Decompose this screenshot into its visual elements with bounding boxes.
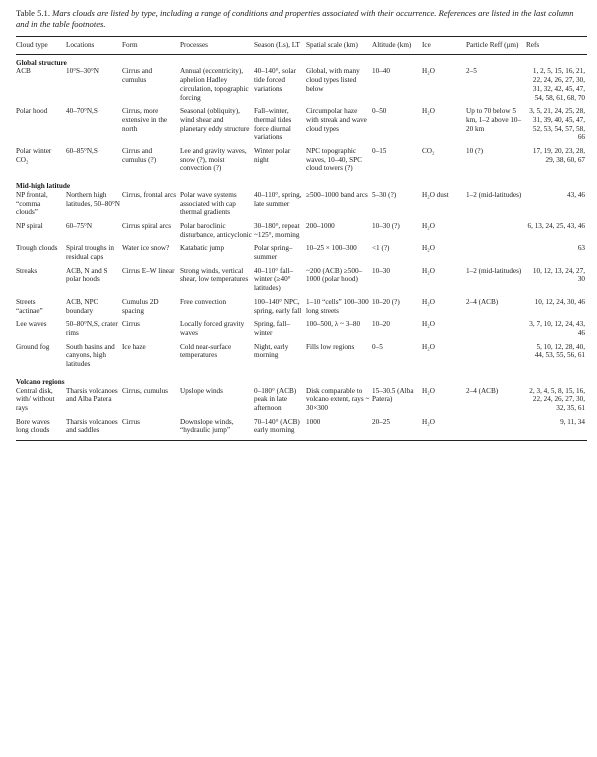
cell-particle-reff: [466, 418, 526, 441]
table-row: [16, 387, 587, 418]
cell-season: Fall–winter, thermal tides force diurnal variations: [254, 107, 292, 142]
cell-cloud-type: Lee waves: [16, 320, 47, 329]
cell-form: Cirrus spiral arcs: [122, 221, 172, 230]
cell-processes: Cold near-surface temperatures: [180, 342, 232, 360]
cell-ice: H₂O: [422, 244, 435, 253]
cell-ice: H₂O: [422, 297, 435, 306]
cell-processes: Upslope winds: [180, 386, 223, 395]
cell-refs: 17, 19, 20, 23, 28, 29, 38, 60, 67: [532, 147, 585, 164]
table-caption: [16, 8, 587, 30]
section-title: Global structure: [16, 58, 67, 67]
cell-locations: Spiral troughs in residual caps: [66, 244, 114, 262]
cell-form: Cirrus, more extensive in the north: [122, 107, 168, 133]
cell-altitude: 20–25: [372, 418, 422, 441]
cell-refs: 2, 3, 4, 5, 8, 15, 16, 22, 24, 26, 27, 30, 32, 35, 61: [529, 386, 585, 412]
cell-season: 70–140° (ACB) early morning: [254, 418, 306, 441]
table-row: [16, 67, 587, 107]
section-row: [16, 54, 587, 67]
cell-ice: H₂O: [422, 320, 435, 329]
cell-processes: Downslope winds, “hydraulic jump”: [180, 418, 254, 441]
cell-ice: H₂O: [422, 342, 435, 351]
cell-altitude: 10–30 (?): [372, 221, 400, 230]
cell-particle-reff: 2–5: [466, 67, 477, 76]
cell-locations: South basins and canyons, high latitudes: [66, 342, 115, 369]
cell-refs: 5, 10, 12, 28, 40, 44, 53, 55, 56, 61: [534, 342, 585, 360]
cell-altitude: 0–50: [372, 107, 387, 116]
cell-locations: ACB, NPC boundary: [66, 297, 99, 315]
cell-processes: Free convection: [180, 297, 227, 306]
cell-locations: ACB, N and S polar hoods: [66, 266, 108, 284]
clouds-table: [16, 36, 587, 441]
cell-cloud-type: NP frontal, “comma clouds”: [16, 190, 48, 217]
cell-spatial-scale: Fills low regions: [306, 342, 355, 351]
table-row: [16, 320, 587, 342]
cell-spatial-scale: Disk comparable to volcano extent, rays ~ 30×300: [306, 386, 370, 412]
cell-particle-reff: 1–2 (mid-latitudes): [466, 190, 522, 199]
section-row: [16, 178, 587, 191]
cell-ice: H₂O: [422, 266, 435, 275]
cell-particle-reff: Up to 70 below 5 km, 1–2 above 10–20 km: [466, 107, 522, 133]
cell-season: Night, early morning: [254, 342, 289, 360]
cell-season: 40–110°, spring, late summer: [254, 190, 302, 208]
table-body: [16, 54, 587, 440]
cell-refs: 1, 2, 5, 15, 16, 21, 22, 24, 26, 27, 30, 31, 32, 42, 45, 47, 54, 58, 61, 68, 70: [532, 67, 585, 102]
cell-processes: Katabatic jump: [180, 244, 225, 253]
cell-locations: Tharsis volcanoes and saddles: [66, 418, 122, 441]
cell-locations: 50–80°N,S, crater rims: [66, 320, 118, 337]
cell-form: Cirrus E–W linear: [122, 266, 175, 275]
cell-cloud-type: Streets “actinae”: [16, 297, 43, 315]
cell-form: Cirrus and cumulus (?): [122, 147, 157, 164]
table-row: [16, 343, 587, 374]
cell-cloud-type: ACB: [16, 67, 31, 76]
cell-form: Water ice snow?: [122, 244, 170, 253]
cell-locations: 60–85°N,S: [66, 147, 98, 156]
cell-season: 40–140°, solar tide forced variations: [254, 67, 297, 93]
cell-particle-reff: [466, 343, 526, 374]
cell-cloud-type: NP spiral: [16, 221, 43, 230]
cell-season: Polar spring–summer: [254, 244, 293, 262]
table-row: [16, 191, 587, 222]
cell-form: Cirrus: [122, 320, 140, 329]
section-title: Mid-high latitude: [16, 182, 71, 191]
table-row: [16, 222, 587, 244]
cell-ice: H₂O: [422, 107, 435, 116]
cell-season: 30–180°, repeat ~125°, morning: [254, 221, 300, 239]
cell-cloud-type: Polar winter CO₂: [16, 147, 52, 164]
cell-processes: Seasonal (obliquity), wind shear and planetary eddy structure: [180, 107, 250, 133]
header-spatial-scale: Spatial scale (km): [306, 37, 372, 55]
cell-spatial-scale: 100–500, λ ~ 3–80: [306, 320, 361, 329]
table-row: [16, 418, 587, 441]
cell-form: Cirrus, cumulus: [122, 386, 168, 395]
cell-cloud-type: Trough clouds: [16, 244, 58, 253]
cell-cloud-type: Central disk, with/ without rays: [16, 386, 55, 412]
cell-processes: Strong winds, vertical shear, low temperatures: [180, 266, 249, 284]
cell-season: Winter polar night: [254, 147, 291, 164]
cell-locations: 40–70°N,S: [66, 107, 98, 116]
cell-spatial-scale: NPC topographic waves, 10–40, SPC cloud towers (?): [306, 147, 362, 173]
cell-altitude: 0–5: [372, 342, 383, 351]
cell-ice: H₂O: [422, 221, 435, 230]
cell-form: Cirrus: [122, 418, 180, 441]
cell-altitude: 10–20: [372, 320, 390, 329]
cell-spatial-scale: Global, with many cloud types listed below: [306, 67, 360, 93]
cell-spatial-scale: 1000: [306, 418, 372, 441]
cell-altitude: 0–15: [372, 147, 387, 156]
cell-cloud-type: Ground fog: [16, 342, 50, 351]
header-cloud-type: Cloud type: [16, 37, 66, 55]
cell-ice: H₂O: [422, 386, 435, 395]
cell-altitude: 10–40: [372, 67, 390, 76]
cell-ice: H₂O: [422, 67, 435, 76]
header-altitude: Altitude (km): [372, 37, 422, 55]
table-row: [16, 107, 587, 147]
caption-label: Table 5.1.: [16, 8, 51, 18]
header-processes: Processes: [180, 37, 254, 55]
cell-altitude: 5–30 (?): [372, 190, 397, 199]
cell-season: Spring, fall–winter: [254, 320, 290, 337]
cell-locations: 10°S–30°N: [66, 67, 99, 76]
cell-altitude: <1 (?): [372, 244, 390, 253]
cell-spatial-scale: 200–1000: [306, 221, 335, 230]
cell-processes: Polar wave systems associated with cap thermal gradients: [180, 190, 237, 217]
cell-refs: 3, 7, 10, 12, 24, 43, 46: [529, 320, 585, 337]
cell-particle-reff: [466, 320, 526, 342]
table-row: [16, 267, 587, 298]
cell-processes: Polar baroclinic disturbance, anticyclonic: [180, 221, 252, 239]
cell-form: Cirrus and cumulus: [122, 67, 153, 85]
cell-altitude: 10–20 (?): [372, 297, 400, 306]
cell-cloud-type: Streaks: [16, 266, 38, 275]
cell-cloud-type: Polar hood: [16, 107, 48, 116]
header-ice: Ice: [422, 37, 466, 55]
cell-particle-reff: 1–2 (mid-latitudes): [466, 266, 522, 275]
table-row: [16, 244, 587, 266]
cell-spatial-scale: Circumpolar haze with streak and wave cloud types: [306, 107, 367, 133]
caption-text: Mars clouds are listed by type, including a range of conditions and properties associated with their occurrence. References are listed in the last column and in the table footnotes.: [16, 8, 574, 29]
cell-processes: Lee and gravity waves, snow (?), moist convection (?): [180, 147, 247, 173]
cell-spatial-scale: ≥500–1000 band arcs: [306, 190, 368, 199]
cell-locations: 60–75°N: [66, 221, 93, 230]
cell-refs: 10, 12, 24, 30, 46: [534, 297, 585, 306]
cell-locations: Tharsis volcanoes and Alba Patera: [66, 386, 118, 404]
cell-processes: Annual (eccentricity), aphelion Hadley circulation, topographic forcing: [180, 67, 249, 102]
cell-particle-reff: 2–4 (ACB): [466, 386, 499, 395]
cell-cloud-type: Bore waves long clouds: [16, 418, 66, 441]
cell-locations: Northern high latitudes, 50–80°N: [66, 190, 120, 208]
section-row: [16, 374, 587, 387]
header-season: Season (Ls), LT: [254, 37, 306, 55]
cell-spatial-scale: 1–10 “cells” 100–300 long streets: [306, 297, 369, 315]
cell-spatial-scale: ~200 (ACB) ≥500–1000 (polar hood): [306, 266, 363, 284]
header-refs: Refs: [526, 37, 587, 55]
cell-refs: 9, 11, 34: [526, 418, 587, 441]
cell-particle-reff: 10 (?): [466, 147, 483, 156]
header-particle-reff: Particle Reff (μm): [466, 37, 526, 55]
cell-refs: 10, 12, 13, 24, 27, 30: [532, 266, 585, 284]
cell-refs: 43, 46: [567, 190, 585, 199]
cell-refs: 63: [577, 244, 585, 253]
cell-season: 0–180° (ACB) peak in late afternoon: [254, 386, 297, 412]
header-form: Form: [122, 37, 180, 55]
cell-season: 40–110° fall–winter (≥40° latitudes): [254, 266, 294, 293]
cell-form: Ice haze: [122, 342, 146, 351]
cell-particle-reff: [466, 222, 526, 244]
table-row: [16, 298, 587, 320]
table-header-row: [16, 37, 587, 55]
cell-ice: CO₂: [422, 147, 435, 156]
cell-particle-reff: [466, 244, 526, 266]
cell-form: Cumulus 2D spacing: [122, 297, 159, 315]
table-row: [16, 147, 587, 178]
cell-spatial-scale: 10–25 × 100–300: [306, 244, 357, 253]
cell-ice: H₂O dust: [422, 190, 449, 199]
cell-season: 100–140° NPC, spring, early fall: [254, 297, 302, 315]
cell-refs: 6, 13, 24, 25, 43, 46: [527, 221, 585, 230]
cell-altitude: 10–30: [372, 266, 390, 275]
cell-refs: 3, 5, 21, 24, 25, 28, 31, 39, 40, 45, 47, 52, 53, 54, 57, 58, 66: [529, 107, 585, 142]
section-title: Volcano regions: [16, 377, 65, 386]
cell-altitude: 15–30.5 (Alba Patera): [372, 386, 414, 404]
cell-processes: Locally forced gravity waves: [180, 320, 245, 337]
cell-form: Cirrus, frontal arcs: [122, 190, 177, 199]
header-locations: Locations: [66, 37, 122, 55]
cell-particle-reff: 2–4 (ACB): [466, 297, 499, 306]
cell-ice: H₂O: [422, 418, 466, 441]
